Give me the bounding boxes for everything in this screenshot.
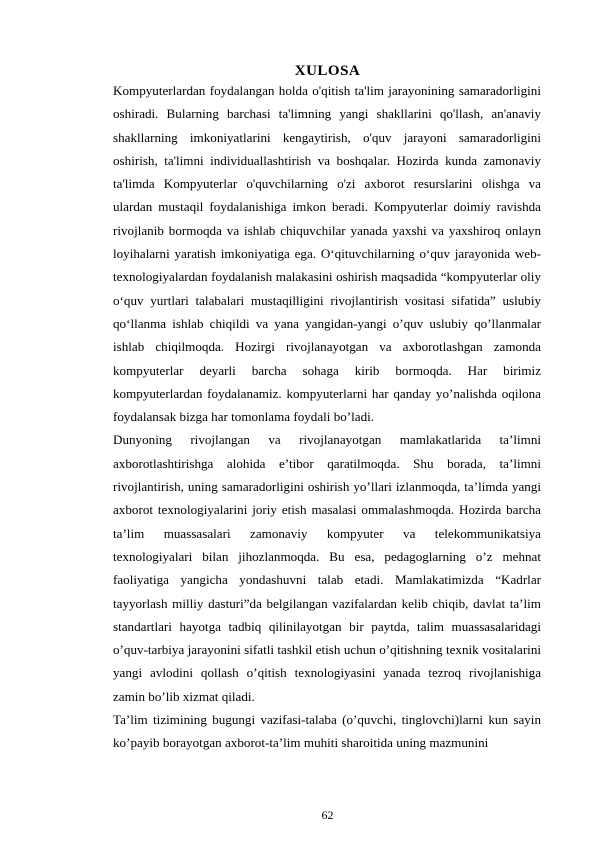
paragraph-3: Ta’lim tizimining bugungi vazifasi-talaba (o’quvchi, tinglovchi)larni kun sayin ko’payib borayotgan axborot-ta’lim muhiti sharoitida uning mazmunini xyxy=(113,712,541,751)
page-number: 62 xyxy=(321,808,334,822)
body-text xyxy=(113,79,541,755)
paragraph-2: Dunyoning rivojlangan va rivojlanayotgan mamlakatlarida ta’limni axborotlashtirishga alohida e’tibor qaratilmoqda. Shu borada, ta’limni rivojlantirish, uning samaradorligini oshirish yo’llari izlanmoqda, ta’limda yangi axborot texnologiyalarini joriy etish masalasi ommalashmoqda. Hozirda barcha ta’lim muassasalari zamonaviy kompyuter va telekommunikatsiya texnologiyalari bilan jihozlanmoqda. Bu esa, pedagoglarning o’z mehnat faoliyatiga yangicha yondashuvni talab etadi. Mamlakatimizda “Kadrlar tayyorlash milliy dasturi”da belgilangan vazifalardan kelib chiqib, davlat ta’lim standartlari hayotga tadbiq qilinilayotgan bir paytda, talim muassasalaridagi o’quv-tarbiya jarayonini sifatli tashkil etish uchun o’qitishning texnik vositalarini yangi avlodini qollash o’qitish texnologiyasini yanada tezroq rivojlanishiga zamin bo’lib xizmat qiladi. xyxy=(113,432,541,704)
page-title: XULOSA xyxy=(294,63,361,79)
paragraph-1: Kompyuterlardan foydalangan holda o'qitish ta'lim jarayonining samaradorligini oshiradi. Bularning barchasi ta'limning yangi shakllarini qo'llash, an'anaviy shakllarning imkoniyatlarini kengaytirish, o'quv jarayoni samaradorligini oshirish, ta'limni individuallashtirish va boshqalar. Hozirda kunda zamonaviy ta'limda Kompyuterlar o'quvchilarning o'zi axborot resurslarini olishga va ulardan mustaqil foydalanishiga imkon beradi. Kompyuterlar doimiy ravishda rivojlanib bormoqda va ishlab chiquvchilar yanada yaxshi va yaxshiroq onlayn loyihalarni yaratish imkoniyatiga ega. O‘qituvchilarning o‘quv jarayonida web-texnologiyalardan foydalanish malakasini oshirish maqsadida “kompyuterlar oliy o‘quv yurtlari talabalari mustaqilligini rivojlantirish vositasi sifatida” uslubiy qo‘llanma ishlab chiqildi va yana yangidan-yangi o’quv uslubiy qo’llanmalar ishlab chiqilmoqda. Hozirgi rivojlanayotgan va axborotlashgan zamonda kompyuterlar deyarli barcha sohaga kirib bormoqda. Har birimiz kompyuterlardan foydalanamiz. kompyuterlarni har qanday yo’nalishda oqilona foydalansak bizga har tomonlama foydali bo’ladi. xyxy=(113,83,541,425)
